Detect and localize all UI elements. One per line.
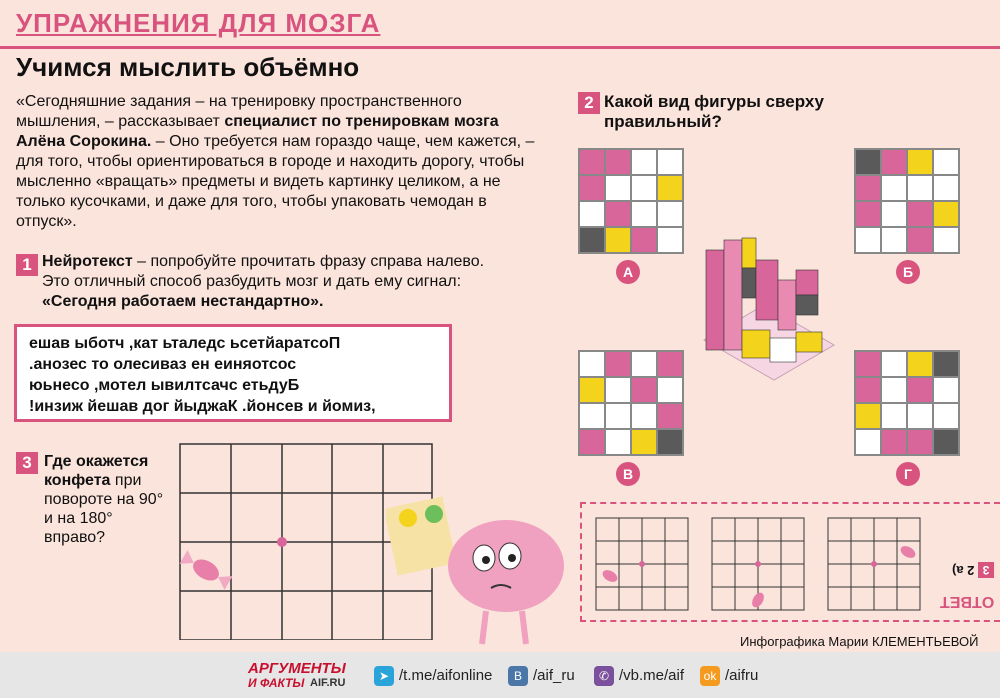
option-a-label: А [616,260,640,284]
answer-panel [580,502,1000,622]
task-1-title: Нейротекст [42,253,133,270]
option-a-grid [578,148,684,254]
grid-cell [908,378,932,402]
intro-paragraph [16,92,536,232]
credit: Инфографика Марии КЛЕМЕНТЬЕВОЙ [740,634,979,649]
grid-cell [658,176,682,200]
grid-cell [856,430,880,454]
grid-cell [606,378,630,402]
brain-mascot-image [386,496,576,646]
grid-cell [908,176,932,200]
grid-cell [632,378,656,402]
grid-cell [882,176,906,200]
grid-cell [580,150,604,174]
grid-cell [856,150,880,174]
reversed-line: .анозес то олесивaз ен еиняотсос [29,356,297,373]
answer-label: ОТВЕТ [939,593,994,610]
section-title: УПРАЖНЕНИЯ ДЛЯ МОЗГА [16,8,381,38]
grid-cell [882,228,906,252]
intro-expert: специалист по тренировкам мозга Алёна Сорокина. [16,113,499,150]
task-3-number: 3 [16,452,38,474]
grid-cell [606,430,630,454]
section-header [0,0,1000,49]
intro-text: «Сегодняшние задания – на тренировку пространственного мышления, – рассказывает [16,93,462,130]
grid-cell [580,352,604,376]
grid-cell [908,202,932,226]
telegram-icon: ➤ [374,666,394,686]
grid-cell [606,176,630,200]
grid-cell [856,228,880,252]
candy-icon [179,549,233,591]
viber-link[interactable] [594,666,684,686]
ok-link[interactable] [700,666,758,686]
task-3 [16,452,166,547]
grid-cell [934,150,958,174]
grid-cell [882,352,906,376]
task-2 [578,92,878,132]
grid-cell [632,430,656,454]
grid-cell [856,378,880,402]
grid-cell [658,430,682,454]
vk-link[interactable] [508,666,575,686]
grid-cell [908,352,932,376]
grid-cell [658,228,682,252]
grid-cell [882,404,906,428]
grid-cell [908,404,932,428]
grid-cell [606,228,630,252]
page-title: Учимся мыслить объёмно [16,52,360,82]
grid-cell [658,378,682,402]
grid-cell [580,430,604,454]
grid-cell [632,404,656,428]
grid-cell [856,176,880,200]
viber-icon: ✆ [594,666,614,686]
grid-cell [934,176,958,200]
grid-cell [934,202,958,226]
grid-cell [580,176,604,200]
aif-logo [248,660,364,694]
option-g-grid [854,350,960,456]
grid-cell [934,228,958,252]
grid-cell [632,352,656,376]
ok-icon: ok [700,666,720,686]
viber-text: /vb.me/aif [619,666,685,684]
grid-cell [632,176,656,200]
ok-text: /aifru [725,666,759,684]
option-b-grid [854,148,960,254]
vk-text: /aif_ru [533,666,575,684]
grid-cell [606,352,630,376]
grid-cell [934,404,958,428]
logo-text-1: АРГУМЕНТЫ [248,660,346,677]
answer-grids [582,504,1000,624]
grid-cell [580,404,604,428]
task-3-text: при повороте на 90° и на 180° вправо? [44,472,164,546]
reversed-line: юьнесо ,мотел ывилтсачс етьдуБ [29,377,300,394]
grid-cell [908,430,932,454]
grid-cell [632,202,656,226]
grid-cell [606,202,630,226]
grid-cell [606,404,630,428]
grid-cell [658,202,682,226]
answer-item: 3 [978,562,994,578]
telegram-link[interactable] [374,666,492,686]
grid-cell [934,430,958,454]
grid-cell [658,352,682,376]
answer-item: 2 а) [951,563,975,578]
cube-figure [694,220,844,390]
grid-cell [632,228,656,252]
grid-cell [632,150,656,174]
telegram-text: /t.me/aifonline [399,666,493,684]
option-v-grid [578,350,684,456]
option-g-label: Г [896,462,920,486]
vk-icon: В [508,666,528,686]
task-2-number: 2 [578,92,600,114]
grid-cell [882,150,906,174]
answer-items [952,562,994,578]
reversed-line: ешав ыботч ,кат ьталедс ьсетйаратсоП [29,335,341,352]
grid-cell [856,352,880,376]
intro-text-2: – Оно требуется нам гораздо чаще, чем кажется, – для того, чтобы ориентироваться в городе и находить дорогу, чтобы мысленно «вращать» предметы и видеть картинку целиком, а не только кусочками, и даже для того, чтобы упаковать чемодан в отпуск». [16,133,535,230]
logo-text-3: AIF.RU [310,677,346,689]
grid-cell [934,378,958,402]
grid-cell [856,202,880,226]
grid-cell [580,378,604,402]
reversed-text-box [14,324,452,422]
grid-cell [658,150,682,174]
grid-cell [580,228,604,252]
grid-cell [856,404,880,428]
reversed-line: !инзиж йешав дог йыджаК .йонсев и йомиз, [29,398,376,415]
footer-bar [0,652,1000,698]
grid-cell [606,150,630,174]
grid-cell [908,150,932,174]
option-b-label: Б [896,260,920,284]
grid-cell [908,228,932,252]
grid-cell [882,378,906,402]
task-1 [16,252,516,312]
task-2-question: Какой вид фигуры сверху правильный? [604,92,824,131]
grid-cell [580,202,604,226]
grid-cell [934,352,958,376]
task-1-text: – попробуйте прочитать фразу справа налево. Это отличный способ разбудить мозг и дать ему сигнал: [42,253,485,290]
task-1-phrase: «Сегодня работаем нестандартно». [42,293,324,310]
grid-cell [882,430,906,454]
option-v-label: В [616,462,640,486]
grid-cell [658,404,682,428]
task-1-number: 1 [16,254,38,276]
logo-text-2: И ФАКТЫ [248,676,305,690]
center-dot [277,537,287,547]
grid-cell [882,202,906,226]
task-3-title: Где окажется конфета [44,453,149,489]
